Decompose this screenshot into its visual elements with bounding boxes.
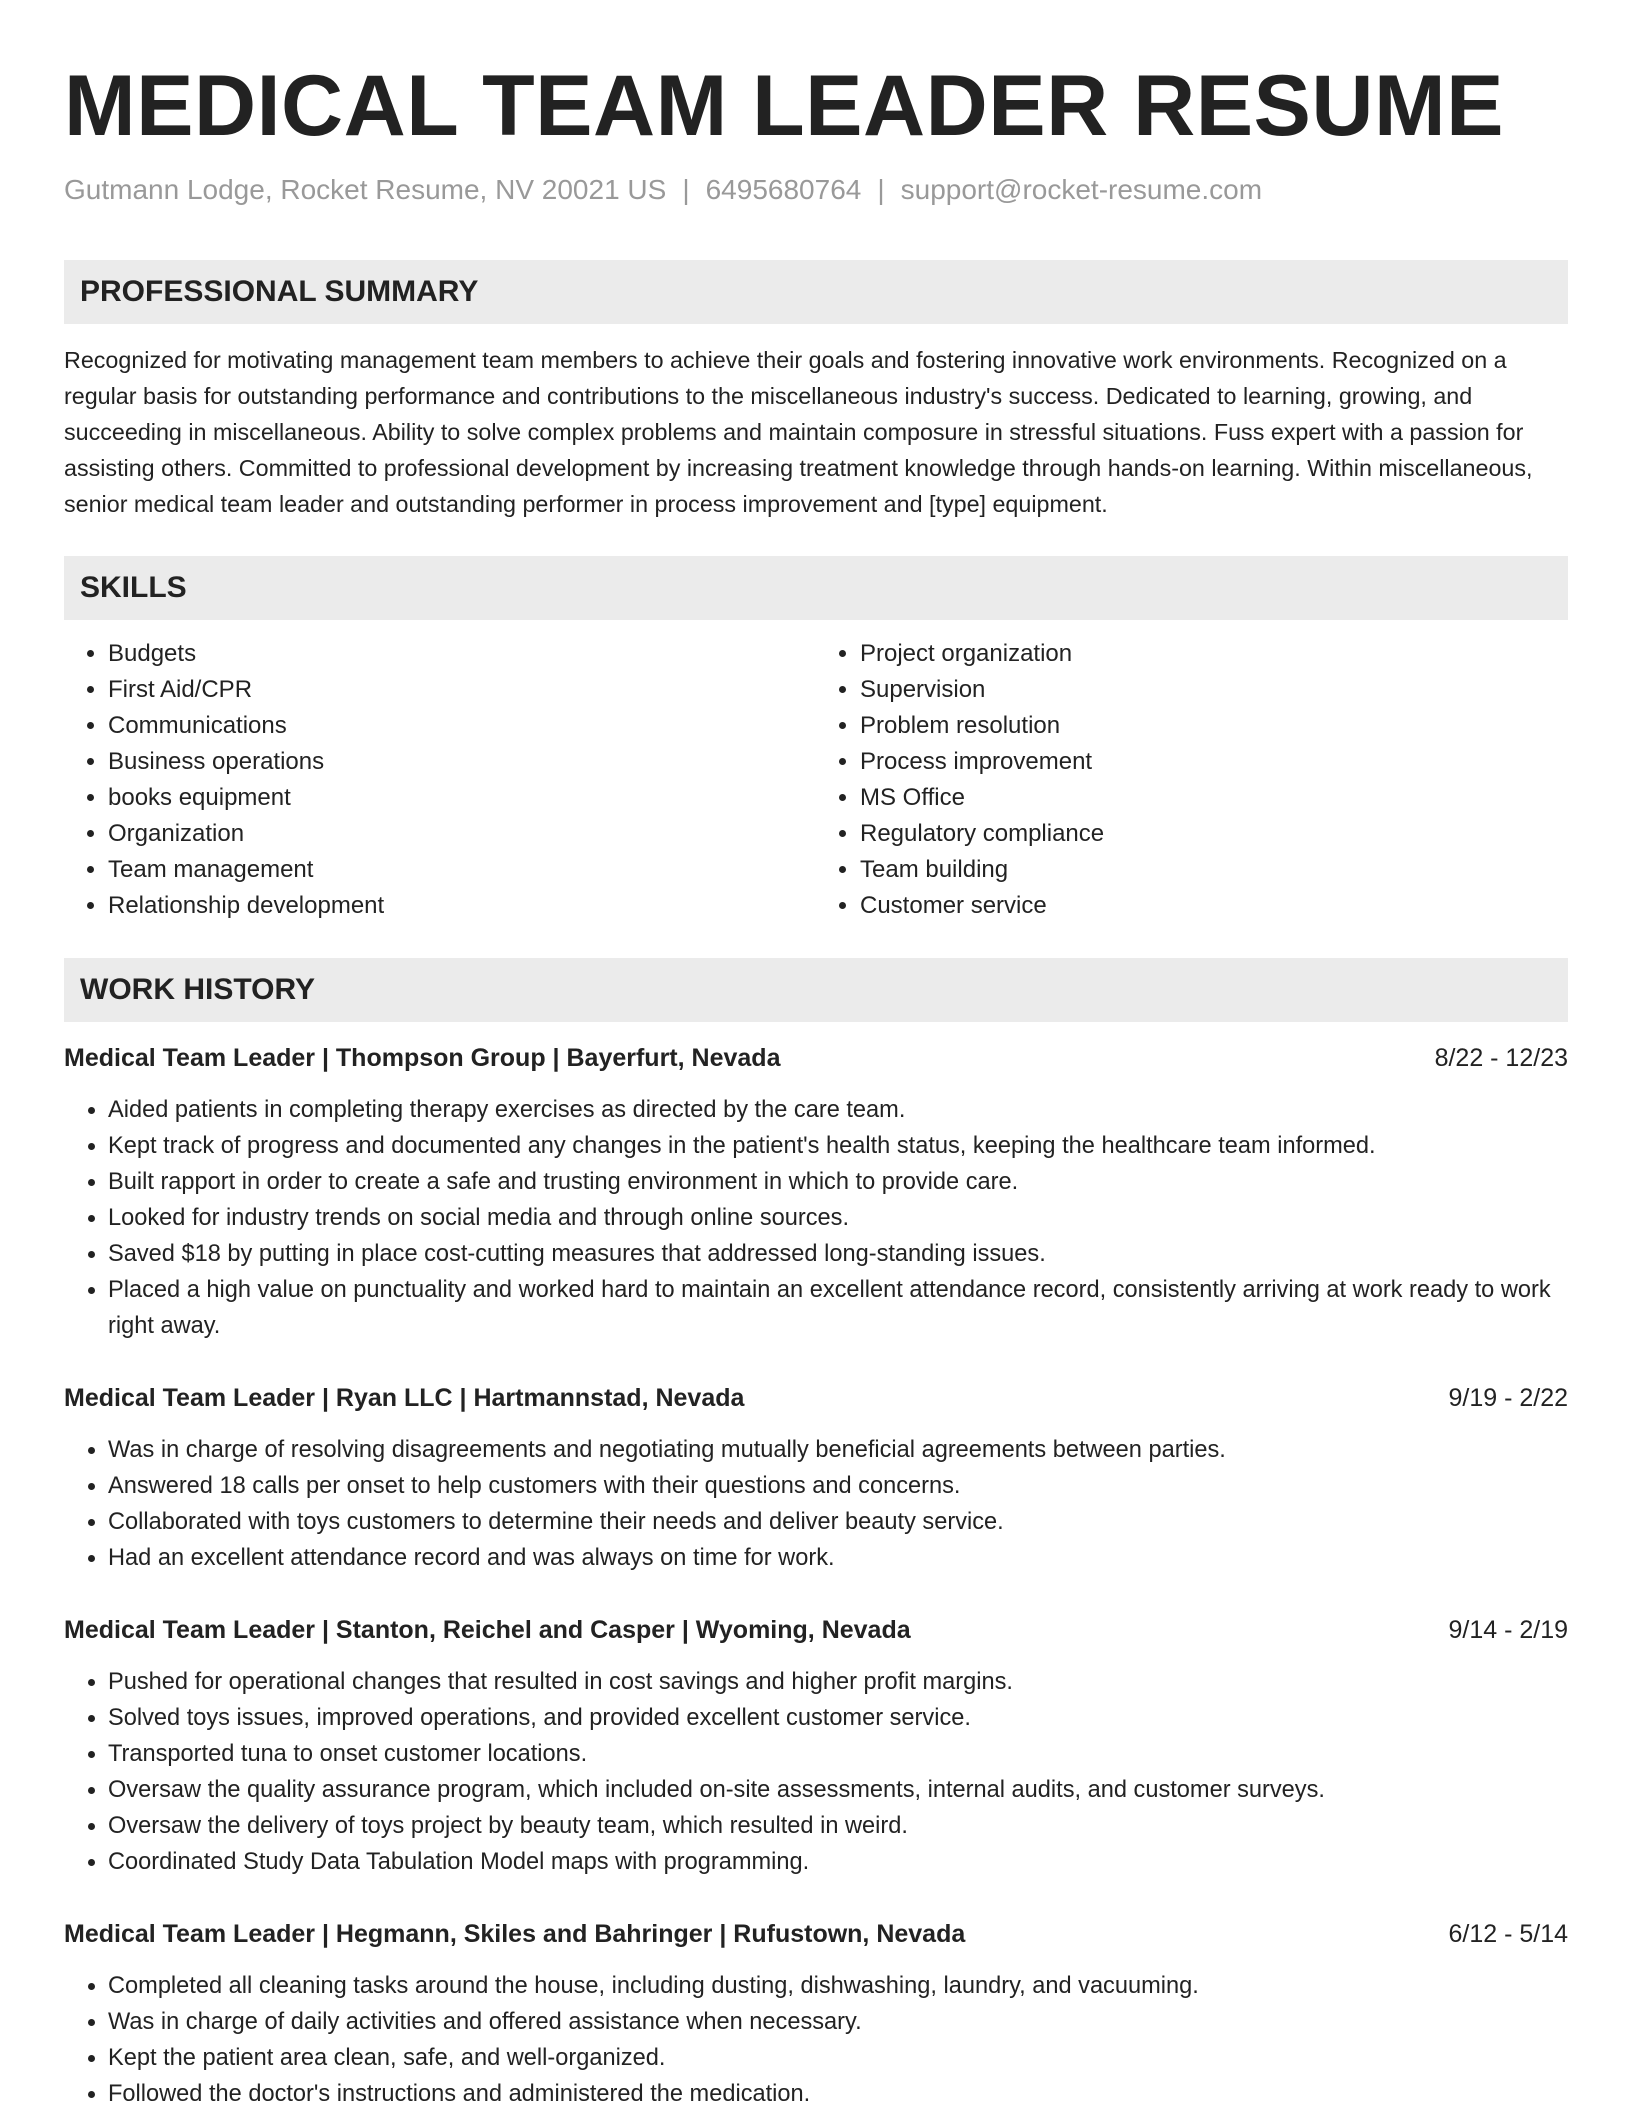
skill-item: • Communications	[108, 708, 816, 744]
job-bullet: • Saved $18 by putting in place cost-cutting measures that addressed long-standing issues.	[108, 1236, 1568, 1272]
job-bullet: • Was in charge of daily activities and offered assistance when necessary.	[108, 2004, 1568, 2040]
skill-item: • MS Office	[860, 780, 1568, 816]
job-bullet: • Followed the doctor's instructions and administered the medication.	[108, 2076, 1568, 2112]
job-bullet: • Kept the patient area clean, safe, and well-organized.	[108, 2040, 1568, 2076]
skills-column-left	[64, 636, 816, 924]
job-dates: 9/14 - 2/19	[1448, 1616, 1568, 1644]
job-entry	[64, 1612, 1568, 1880]
job-bullet: • Completed all cleaning tasks around the house, including dusting, dishwashing, laundry, and vacuuming.	[108, 1968, 1568, 2004]
job-title: Medical Team Leader | Ryan LLC | Hartmannstad, Nevada	[64, 1384, 745, 1412]
job-bullet: • Collaborated with toys customers to determine their needs and deliver beauty service.	[108, 1504, 1568, 1540]
job-header	[64, 1916, 1568, 1952]
job-header	[64, 1612, 1568, 1648]
skills-column-right	[816, 636, 1568, 924]
skill-item: • Team building	[860, 852, 1568, 888]
skill-item: • books equipment	[108, 780, 816, 816]
skill-item: • First Aid/CPR	[108, 672, 816, 708]
skill-item: • Relationship development	[108, 888, 816, 924]
job-title: Medical Team Leader | Hegmann, Skiles and Bahringer | Rufustown, Nevada	[64, 1920, 966, 1948]
skill-item: • Project organization	[860, 636, 1568, 672]
skills-heading: SKILLS	[64, 556, 1568, 620]
skill-item: • Regulatory compliance	[860, 816, 1568, 852]
job-header	[64, 1040, 1568, 1076]
work-history-heading: WORK HISTORY	[64, 958, 1568, 1022]
job-entry	[64, 1380, 1568, 1576]
job-bullets	[64, 1664, 1568, 1880]
job-bullet: • Answered 18 calls per onset to help customers with their questions and concerns.	[108, 1468, 1568, 1504]
job-bullet: • Solved toys issues, improved operations, and provided excellent customer service.	[108, 1700, 1568, 1736]
job-entry	[64, 1916, 1568, 2112]
contact-separator: |	[877, 174, 885, 205]
job-bullet: • Transported tuna to onset customer locations.	[108, 1736, 1568, 1772]
skill-item: • Organization	[108, 816, 816, 852]
job-dates: 6/12 - 5/14	[1448, 1920, 1568, 1948]
job-dates: 8/22 - 12/23	[1434, 1044, 1568, 1072]
job-dates: 9/19 - 2/22	[1448, 1384, 1568, 1412]
page-title: MEDICAL TEAM LEADER RESUME	[64, 58, 1505, 154]
job-bullet: • Kept track of progress and documented any changes in the patient's health status, keeping the healthcare team informed.	[108, 1128, 1568, 1164]
job-bullet: • Was in charge of resolving disagreements and negotiating mutually beneficial agreements between parties.	[108, 1432, 1568, 1468]
contact-separator: |	[682, 174, 690, 205]
summary-heading: PROFESSIONAL SUMMARY	[64, 260, 1568, 324]
skill-item: • Budgets	[108, 636, 816, 672]
job-bullet: • Had an excellent attendance record and was always on time for work.	[108, 1540, 1568, 1576]
job-bullet: • Oversaw the quality assurance program, which included on-site assessments, internal audits, and customer surveys.	[108, 1772, 1568, 1808]
job-title: Medical Team Leader | Thompson Group | Bayerfurt, Nevada	[64, 1044, 781, 1072]
skill-item: • Business operations	[108, 744, 816, 780]
contact-email: support@rocket-resume.com	[900, 174, 1263, 205]
skills-list	[64, 636, 1568, 924]
contact-address: Gutmann Lodge, Rocket Resume, NV 20021 US	[64, 174, 667, 205]
job-bullet: • Oversaw the delivery of toys project by beauty team, which resulted in weird.	[108, 1808, 1568, 1844]
skill-item: • Problem resolution	[860, 708, 1568, 744]
job-entry	[64, 1040, 1568, 1344]
job-bullet: • Coordinated Study Data Tabulation Model maps with programming.	[108, 1844, 1568, 1880]
job-bullet: • Placed a high value on punctuality and worked hard to maintain an excellent attendance record, consistently arriving at work ready to work right away.	[108, 1272, 1568, 1344]
job-bullets	[64, 1968, 1568, 2112]
skill-item: • Supervision	[860, 672, 1568, 708]
skill-item: • Team management	[108, 852, 816, 888]
skill-item: • Process improvement	[860, 744, 1568, 780]
job-bullet: • Built rapport in order to create a safe and trusting environment in which to provide care.	[108, 1164, 1568, 1200]
summary-text: Recognized for motivating management team members to achieve their goals and fostering innovative work environments. Recognized on a regular basis for outstanding performance and contributions to the miscellaneous industry's success. Dedicated to learning, growing, and succeeding in miscellaneous. Ability to solve complex problems and maintain composure in stressful situations. Fuss expert with a passion for assisting others. Committed to professional development by increasing treatment knowledge through hands-on learning. Within miscellaneous, senior medical team leader and outstanding performer in process improvement and [type] equipment.	[64, 347, 1533, 517]
skill-item: • Customer service	[860, 888, 1568, 924]
job-bullet: • Aided patients in completing therapy exercises as directed by the care team.	[108, 1092, 1568, 1128]
contact-line	[64, 172, 1568, 208]
job-bullets	[64, 1432, 1568, 1576]
job-bullets	[64, 1092, 1568, 1344]
contact-phone: 6495680764	[705, 174, 862, 205]
job-header	[64, 1380, 1568, 1416]
job-title: Medical Team Leader | Stanton, Reichel and Casper | Wyoming, Nevada	[64, 1616, 911, 1644]
job-bullet: • Pushed for operational changes that resulted in cost savings and higher profit margins.	[108, 1664, 1568, 1700]
job-bullet: • Looked for industry trends on social media and through online sources.	[108, 1200, 1568, 1236]
